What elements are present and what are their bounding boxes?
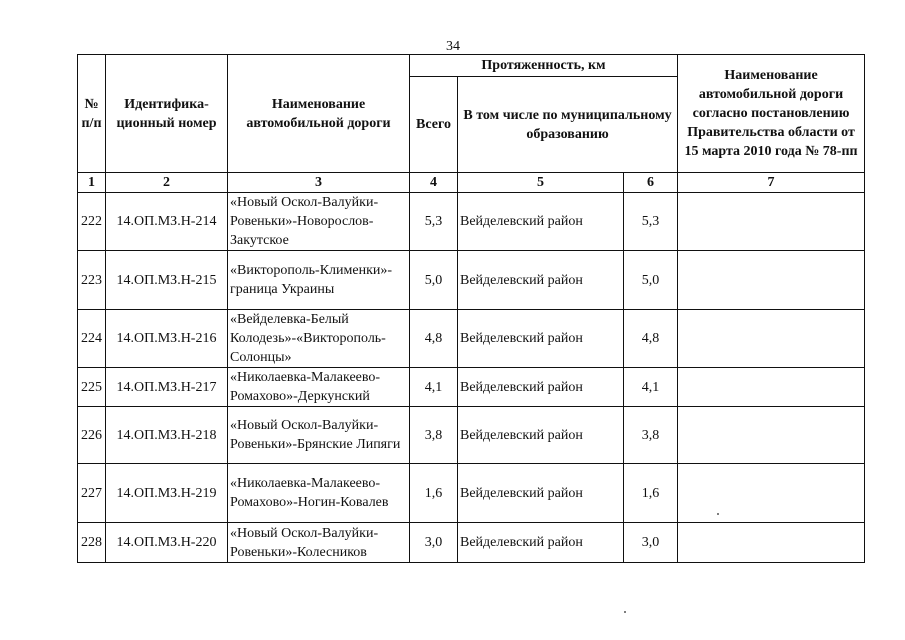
row-number: 227 bbox=[78, 464, 106, 523]
row-decree-name bbox=[678, 523, 865, 563]
row-district-length: 3,8 bbox=[624, 407, 678, 464]
row-number: 225 bbox=[78, 368, 106, 407]
header-num: № п/п bbox=[78, 55, 106, 173]
row-district-length: 3,0 bbox=[624, 523, 678, 563]
header-decree: Наименование автомобильной дороги согласно постановлению Правительства области от 15 марта 2010 года № 78-пп bbox=[678, 55, 865, 173]
table-row bbox=[78, 523, 865, 563]
row-total-length: 4,1 bbox=[410, 368, 458, 407]
row-district-length: 5,0 bbox=[624, 251, 678, 310]
row-district-length: 1,6 bbox=[624, 464, 678, 523]
row-district-length: 4,8 bbox=[624, 310, 678, 368]
row-decree-name bbox=[678, 368, 865, 407]
table-row bbox=[78, 310, 865, 368]
row-road-name: «Николаевка-Малакеево-Ромахово»-Ногин-Ковалев bbox=[228, 464, 410, 523]
row-district: Вейделевский район bbox=[458, 407, 624, 464]
row-number: 222 bbox=[78, 193, 106, 251]
row-decree-name bbox=[678, 464, 865, 523]
row-id: 14.ОП.МЗ.Н-218 bbox=[106, 407, 228, 464]
row-id: 14.ОП.МЗ.Н-214 bbox=[106, 193, 228, 251]
row-id: 14.ОП.МЗ.Н-217 bbox=[106, 368, 228, 407]
table-row bbox=[78, 407, 865, 464]
column-number: 7 bbox=[678, 173, 865, 193]
column-number: 4 bbox=[410, 173, 458, 193]
row-number: 226 bbox=[78, 407, 106, 464]
column-number: 6 bbox=[624, 173, 678, 193]
row-total-length: 5,0 bbox=[410, 251, 458, 310]
header-length-group: Протяженность, км bbox=[410, 55, 678, 77]
table-row bbox=[78, 464, 865, 523]
table-row bbox=[78, 193, 865, 251]
column-number: 1 bbox=[78, 173, 106, 193]
page-number: 34 bbox=[446, 39, 460, 54]
row-id: 14.ОП.МЗ.Н-220 bbox=[106, 523, 228, 563]
row-district-length: 4,1 bbox=[624, 368, 678, 407]
row-district: Вейделевский район bbox=[458, 251, 624, 310]
scan-speck bbox=[717, 513, 719, 515]
row-id: 14.ОП.МЗ.Н-219 bbox=[106, 464, 228, 523]
row-road-name: «Новый Оскол-Валуйки-Ровеньки»-Брянские Липяги bbox=[228, 407, 410, 464]
column-number: 3 bbox=[228, 173, 410, 193]
row-total-length: 3,8 bbox=[410, 407, 458, 464]
row-district: Вейделевский район bbox=[458, 310, 624, 368]
row-decree-name bbox=[678, 310, 865, 368]
column-number: 2 bbox=[106, 173, 228, 193]
row-district: Вейделевский район bbox=[458, 368, 624, 407]
row-number: 224 bbox=[78, 310, 106, 368]
header-total: Всего bbox=[410, 77, 458, 173]
row-decree-name bbox=[678, 251, 865, 310]
row-total-length: 3,0 bbox=[410, 523, 458, 563]
table-row bbox=[78, 251, 865, 310]
row-road-name: «Вейделевка-Белый Колодезь»-«Викторополь-Солонцы» bbox=[228, 310, 410, 368]
row-road-name: «Викторополь-Клименки»-граница Украины bbox=[228, 251, 410, 310]
row-total-length: 1,6 bbox=[410, 464, 458, 523]
row-total-length: 5,3 bbox=[410, 193, 458, 251]
row-district-length: 5,3 bbox=[624, 193, 678, 251]
row-road-name: «Новый Оскол-Валуйки-Ровеньки»-Колесников bbox=[228, 523, 410, 563]
column-number-row bbox=[78, 173, 865, 193]
header-including: В том числе по муниципальному образованию bbox=[458, 77, 678, 173]
row-road-name: «Новый Оскол-Валуйки-Ровеньки»-Новорослов-Закутское bbox=[228, 193, 410, 251]
row-decree-name bbox=[678, 193, 865, 251]
roads-table bbox=[77, 54, 865, 563]
scan-speck bbox=[624, 611, 626, 613]
row-id: 14.ОП.МЗ.Н-215 bbox=[106, 251, 228, 310]
header-row-top bbox=[78, 55, 865, 77]
row-total-length: 4,8 bbox=[410, 310, 458, 368]
row-district: Вейделевский район bbox=[458, 464, 624, 523]
column-number: 5 bbox=[458, 173, 624, 193]
row-district: Вейделевский район bbox=[458, 523, 624, 563]
row-id: 14.ОП.МЗ.Н-216 bbox=[106, 310, 228, 368]
row-number: 223 bbox=[78, 251, 106, 310]
row-road-name: «Николаевка-Малакеево-Ромахово»-Деркунский bbox=[228, 368, 410, 407]
row-number: 228 bbox=[78, 523, 106, 563]
header-name: Наименование автомобильной дороги bbox=[228, 55, 410, 173]
row-decree-name bbox=[678, 407, 865, 464]
row-district: Вейделевский район bbox=[458, 193, 624, 251]
table-row bbox=[78, 368, 865, 407]
header-id: Идентифика-ционный номер bbox=[106, 55, 228, 173]
